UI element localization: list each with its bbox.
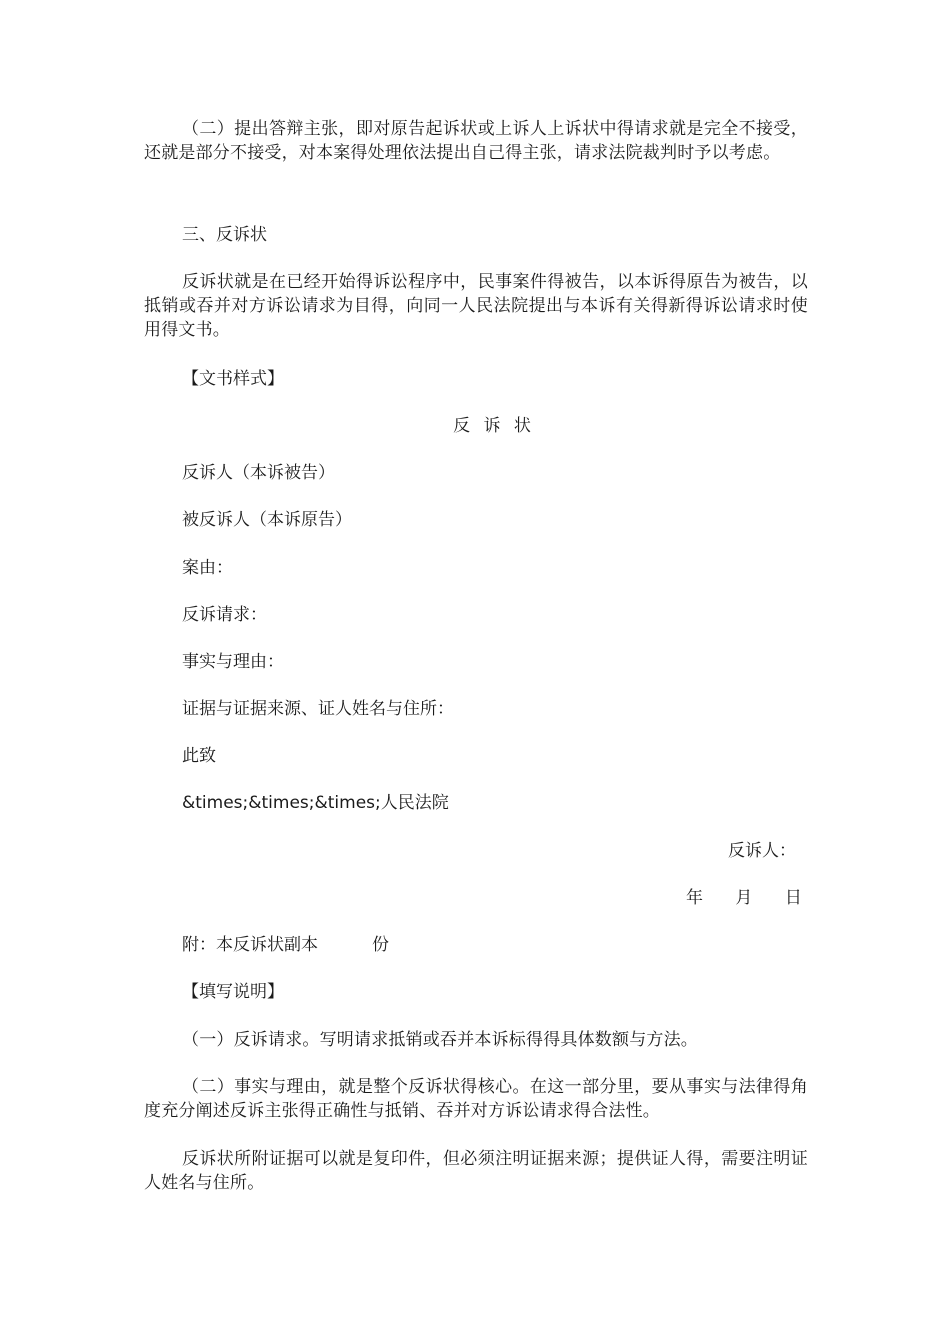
- form-date: 年 月 日: [686, 888, 802, 908]
- form-counterclaimant: 反诉人（本诉被告）: [182, 463, 335, 483]
- form-salutation: 此致: [182, 746, 216, 766]
- form-attachment: 附：本反诉状副本 份: [182, 935, 390, 955]
- paragraph-defense-claim: （二）提出答辩主张，即对原告起诉状或上诉人上诉状中得请求就是完全不接受，还就是部分不接受，对本案得处理依法提出自己得主张，请求法院裁判时予以考虑。: [144, 119, 808, 163]
- form-signature: 反诉人：: [728, 841, 796, 861]
- form-respondent: 被反诉人（本诉原告）: [182, 510, 352, 530]
- form-request: 反诉请求：: [182, 605, 267, 625]
- form-facts: 事实与理由：: [182, 652, 284, 672]
- instruction-3: 反诉状所附证据可以就是复印件，但必须注明证据来源；提供证人得，需要注明证人姓名与住所。: [144, 1149, 808, 1193]
- form-evidence: 证据与证据来源、证人姓名与住所：: [182, 699, 454, 719]
- instructions-label: 【填写说明】: [182, 982, 284, 1002]
- form-title: 反 诉 状: [453, 416, 535, 436]
- section-heading: 三、反诉状: [182, 225, 267, 245]
- instruction-1: （一）反诉请求。写明请求抵销或吞并本诉标得得具体数额与方法。: [182, 1030, 698, 1050]
- template-label: 【文书样式】: [182, 369, 284, 389]
- instruction-2: （二）事实与理由，就是整个反诉状得核心。在这一部分里，要从事实与法律得角度充分阐述反诉主张得正确性与抵销、吞并对方诉讼请求得合法性。: [144, 1077, 808, 1121]
- paragraph-definition: 反诉状就是在已经开始得诉讼程序中，民事案件得被告，以本诉得原告为被告，以抵销或吞并对方诉讼请求为目得，向同一人民法院提出与本诉有关得新得诉讼请求时使用得文书。: [144, 272, 808, 340]
- form-court: &times;&times;&times;人民法院: [182, 793, 449, 813]
- form-cause: 案由：: [182, 558, 233, 578]
